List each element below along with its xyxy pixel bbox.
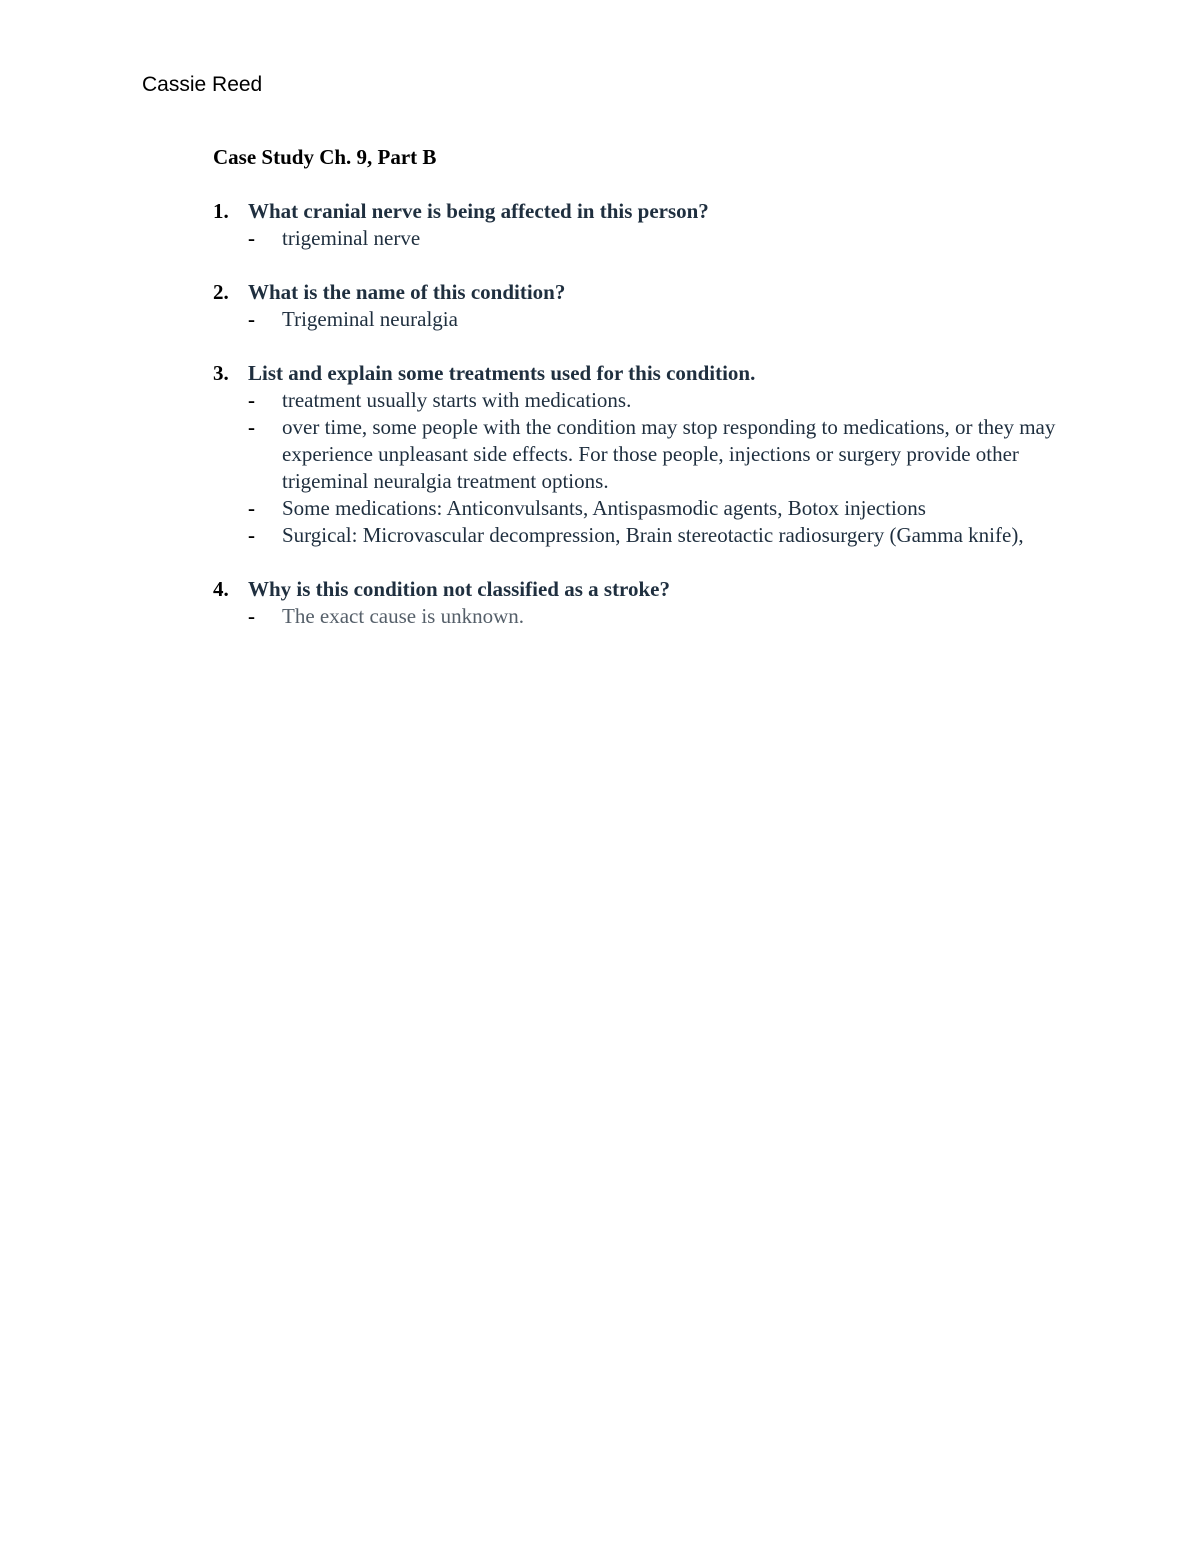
answer-text: The exact cause is unknown. xyxy=(282,604,525,628)
question-heading xyxy=(213,359,1073,387)
bullet-dash: - xyxy=(248,496,255,520)
answer-text: over time, some people with the condition may stop responding to medications, or they may experience unpleasant side effects. For those people, injections or surgery provide other trigeminal neuralgia treatment options. xyxy=(282,415,1056,493)
bullet-dash: - xyxy=(248,388,255,412)
question-text: What is the name of this condition? xyxy=(248,280,566,304)
question-text: List and explain some treatments used for this condition. xyxy=(248,361,756,385)
document-body xyxy=(213,143,1073,656)
bullet-dash: - xyxy=(248,523,255,547)
document-title: Case Study Ch. 9, Part B xyxy=(213,145,437,169)
question-number: 1. xyxy=(213,199,229,223)
bullet-dash: - xyxy=(248,307,255,331)
answer-item xyxy=(213,522,1073,549)
answer-list xyxy=(213,225,1073,252)
question-heading xyxy=(213,278,1073,306)
question-3 xyxy=(213,359,1073,549)
question-4 xyxy=(213,575,1073,630)
answer-item xyxy=(213,387,1073,414)
answer-text: Some medications: Anticonvulsants, Antispasmodic agents, Botox injections xyxy=(282,496,926,520)
question-number: 2. xyxy=(213,280,229,304)
answer-item xyxy=(213,225,1073,252)
author-name: Cassie Reed xyxy=(142,73,263,96)
answer-item xyxy=(213,495,1073,522)
answer-text: Surgical: Microvascular decompression, Brain stereotactic radiosurgery (Gamma knife), xyxy=(282,523,1024,547)
answer-list xyxy=(213,387,1073,549)
answer-list xyxy=(213,306,1073,333)
answer-item xyxy=(213,306,1073,333)
question-text: Why is this condition not classified as a stroke? xyxy=(248,577,670,601)
answer-item xyxy=(213,414,1073,495)
question-heading xyxy=(213,575,1073,603)
answer-text: treatment usually starts with medications. xyxy=(282,388,632,412)
question-1 xyxy=(213,197,1073,252)
question-text: What cranial nerve is being affected in this person? xyxy=(248,199,709,223)
answer-text: Trigeminal neuralgia xyxy=(282,307,458,331)
question-2 xyxy=(213,278,1073,333)
answer-text: trigeminal nerve xyxy=(282,226,421,250)
question-number: 4. xyxy=(213,577,229,601)
bullet-dash: - xyxy=(248,415,255,439)
bullet-dash: - xyxy=(248,226,255,250)
bullet-dash: - xyxy=(248,604,255,628)
answer-list xyxy=(213,603,1073,630)
answer-item xyxy=(213,603,1073,630)
question-number: 3. xyxy=(213,361,229,385)
question-heading xyxy=(213,197,1073,225)
